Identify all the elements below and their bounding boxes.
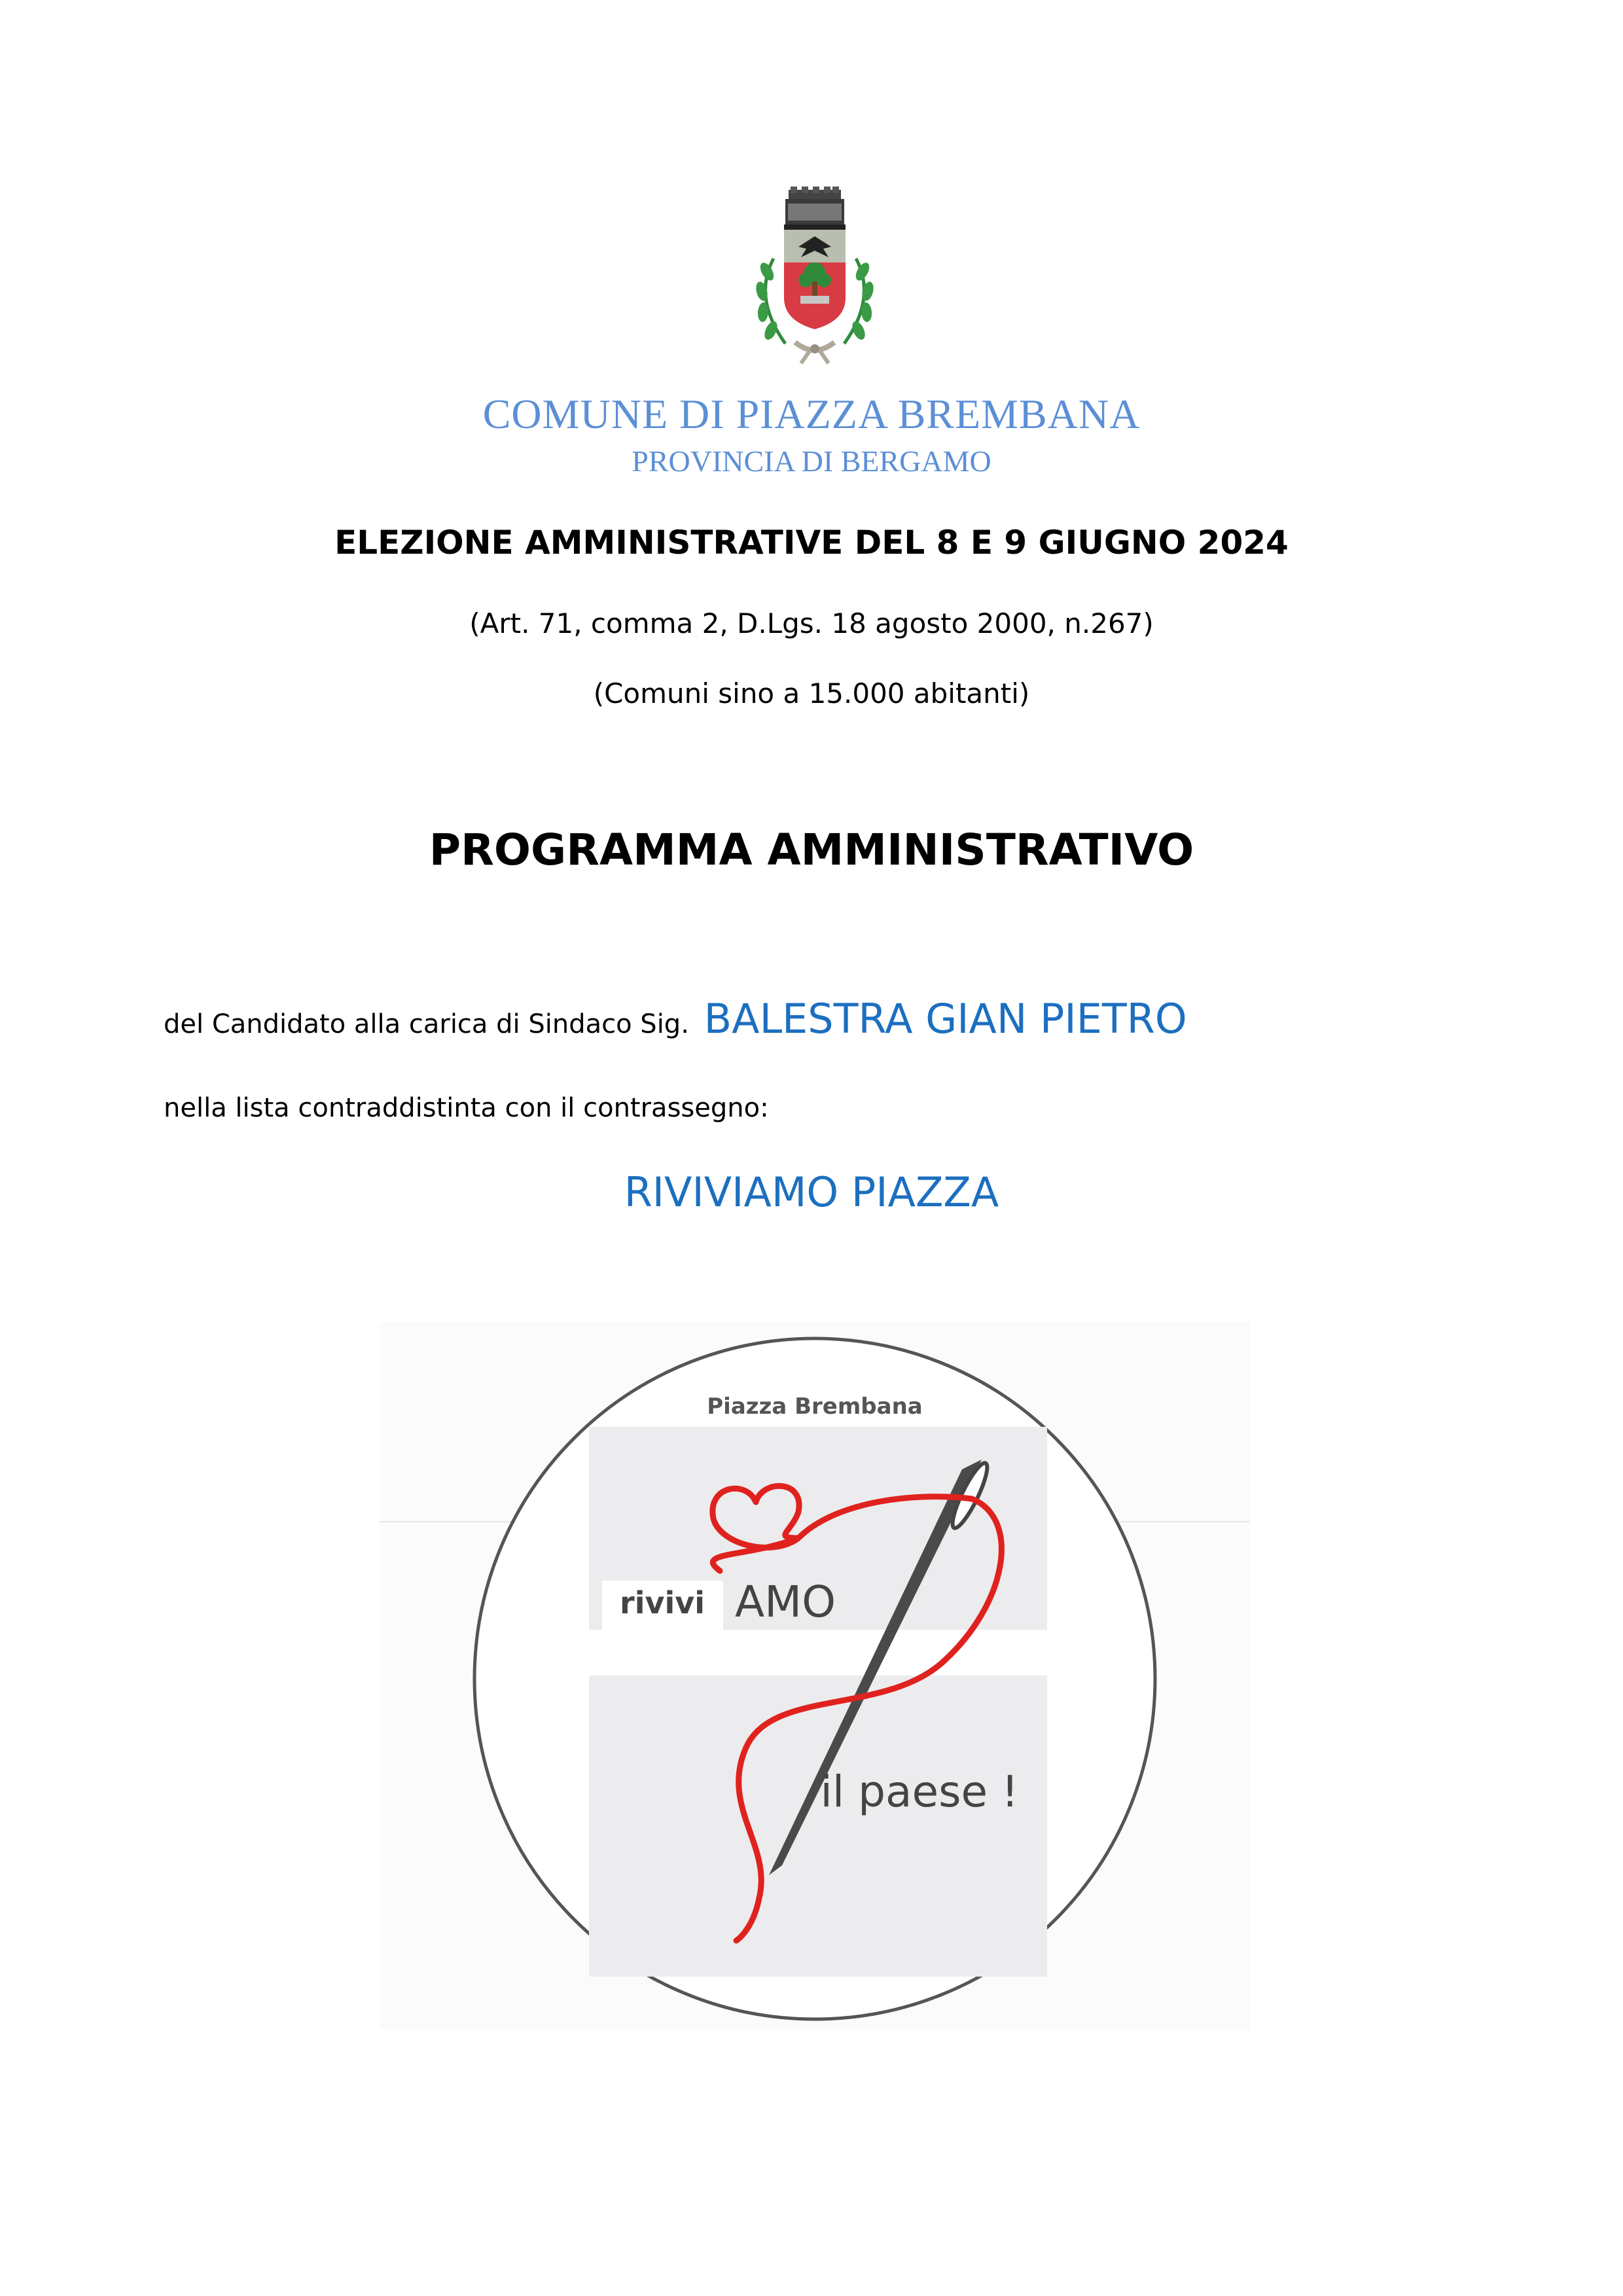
- candidate-line: [164, 995, 1187, 1043]
- election-title: ELEZIONE AMMINISTRATIVE DEL 8 E 9 GIUGNO 2024: [334, 524, 1289, 562]
- municipal-crest-icon: [733, 187, 897, 367]
- comune-name: COMUNE DI PIAZZA BREMBANA: [482, 391, 1141, 437]
- candidate-prefix: del Candidato alla carica di Sindaco Sig.: [164, 1009, 689, 1039]
- needle-and-red-thread-heart-icon: [380, 1322, 1250, 2029]
- candidate-name: BALESTRA GIAN PIETRO: [704, 995, 1187, 1043]
- emblem-panel-bottom: [589, 1676, 1047, 1977]
- party-emblem: [380, 1322, 1250, 2029]
- provincia-name: PROVINCIA DI BERGAMO: [632, 444, 991, 478]
- emblem-word-rivivi: rivivi: [620, 1585, 705, 1621]
- list-prefix: nella lista contraddistinta con il contrassegno:: [164, 1093, 769, 1123]
- emblem-word-paese: il paese !: [820, 1767, 1019, 1817]
- list-name: RIVIVIAMO PIAZZA: [624, 1168, 999, 1216]
- emblem-top-text: Piazza Brembana: [707, 1393, 923, 1420]
- law-reference: (Art. 71, comma 2, D.Lgs. 18 agosto 2000, n.267): [469, 607, 1154, 639]
- program-title: PROGRAMMA AMMINISTRATIVO: [429, 825, 1194, 875]
- emblem-word-amo: AMO: [734, 1577, 836, 1627]
- comuni-note: (Comuni sino a 15.000 abitanti): [593, 677, 1030, 709]
